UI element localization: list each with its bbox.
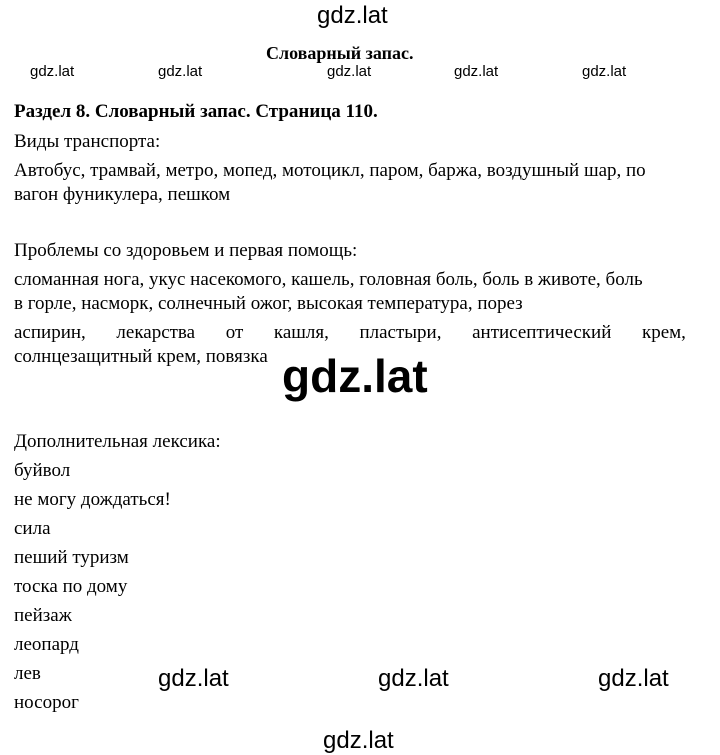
extra-word: пейзаж <box>14 605 72 626</box>
extra-word: не могу дождаться! <box>14 489 171 510</box>
transport-line-2: вагон фуникулера, пешком <box>14 184 231 205</box>
watermark-small-1: gdz.lat <box>30 63 75 80</box>
extra-word: сила <box>14 518 51 539</box>
health-label: Проблемы со здоровьем и первая помощь: <box>14 240 358 261</box>
health-word: от <box>225 322 244 343</box>
extra-word: леопард <box>14 634 79 655</box>
health-word: крем, <box>641 322 686 343</box>
extra-word: носорог <box>14 692 79 713</box>
watermark-row-3: gdz.lat <box>598 665 669 692</box>
health-word: кашля, <box>273 322 329 343</box>
watermark-small-4: gdz.lat <box>454 63 499 80</box>
extra-label: Дополнительная лексика: <box>14 431 221 452</box>
section-heading: Раздел 8. Словарный запас. Страница 110. <box>14 101 378 122</box>
watermark-large: gdz.lat <box>282 350 428 402</box>
transport-label: Виды транспорта: <box>14 131 161 152</box>
health-line-1: сломанная нога, укус насекомого, кашель, головная боль, боль в животе, боль <box>14 269 643 290</box>
watermark-row-1: gdz.lat <box>158 665 229 692</box>
health-line-4: солнцезащитный крем, повязка <box>14 346 268 367</box>
watermark-top: gdz.lat <box>317 2 388 29</box>
watermark-small-3: gdz.lat <box>327 63 372 80</box>
watermark-bottom: gdz.lat <box>323 727 394 754</box>
health-line-3 <box>14 323 686 342</box>
header-title: Словарный запас. <box>266 43 414 63</box>
watermark-small-5: gdz.lat <box>582 63 627 80</box>
watermark-small-2: gdz.lat <box>158 63 203 80</box>
watermark-row-2: gdz.lat <box>378 665 449 692</box>
health-word: лекарства <box>116 322 196 343</box>
extra-word: пеший туризм <box>14 547 129 568</box>
extra-word: буйвол <box>14 460 71 481</box>
extra-word: тоска по дому <box>14 576 128 597</box>
health-word: антисептический <box>472 322 612 343</box>
health-word: аспирин, <box>14 322 86 343</box>
health-line-2: в горле, насморк, солнечный ожог, высокая температура, порез <box>14 293 523 314</box>
transport-line-1: Автобус, трамвай, метро, мопед, мотоцикл, паром, баржа, воздушный шар, по <box>14 160 646 181</box>
extra-word: лев <box>14 663 41 684</box>
health-word: пластыри, <box>359 322 442 343</box>
